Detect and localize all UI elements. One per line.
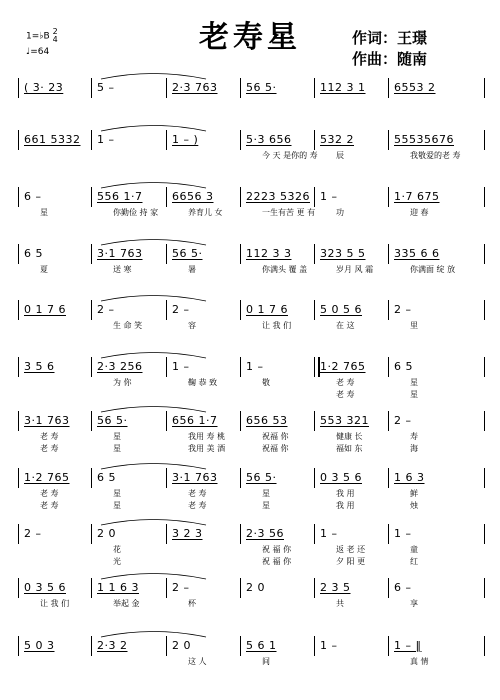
barline [314, 468, 315, 488]
measure: 55535676 [394, 133, 454, 146]
lyric: 老 寿 [336, 378, 355, 387]
lyric: 红 [410, 557, 418, 566]
measure: 0 1 7 6 [246, 303, 288, 316]
lyric: 星 [113, 432, 121, 441]
lyric: 夏 [40, 265, 48, 274]
measure: 5 6 1 [246, 639, 277, 652]
lyric: 光 [113, 557, 121, 566]
lyric: 杯 [188, 599, 196, 608]
barline [240, 300, 241, 320]
lyric: 祝福 你 [262, 432, 289, 441]
barline [91, 187, 92, 207]
note-line [18, 244, 484, 264]
barline [91, 300, 92, 320]
measure: 532 2 [320, 133, 354, 146]
note-line [18, 636, 484, 656]
key-prefix: 1=♭B [26, 31, 50, 42]
measure: 56 5· [246, 471, 277, 484]
lyric-line [18, 320, 484, 332]
slur-marks [18, 236, 484, 246]
barline [91, 244, 92, 264]
measure: 2 – [394, 303, 412, 316]
measure: 0 3 5 6 [320, 471, 362, 484]
lyric: 老 寿 [336, 390, 355, 399]
measure: 1 – [246, 360, 264, 373]
barline [166, 300, 167, 320]
lyric: 福如 东 [336, 444, 363, 453]
lyric: 功 [336, 208, 344, 217]
measure: 2 – [172, 303, 190, 316]
barline [18, 357, 19, 377]
lyricist: 作词：王璟 [352, 29, 428, 47]
lyric: 这 人 [188, 657, 207, 666]
barline [240, 78, 241, 98]
slur-marks [18, 570, 484, 580]
lyric: 迎 春 [410, 208, 429, 217]
measure: 661 5332 [24, 133, 81, 146]
measure: 2·3 2 [97, 639, 128, 652]
measure: 5·3 656 [246, 133, 292, 146]
lyric: 我敬爱的老 寿 [410, 151, 461, 160]
measure: 3 5 6 [24, 360, 55, 373]
barline [240, 357, 241, 377]
barline [91, 468, 92, 488]
barline [484, 300, 485, 320]
barline [314, 636, 315, 656]
lyric: 让 我 们 [262, 321, 292, 330]
measure: 5 0 5 6 [320, 303, 362, 316]
barline [314, 130, 315, 150]
lyric-line [18, 377, 484, 389]
barline [91, 130, 92, 150]
lyric: 敬 [262, 378, 270, 387]
measure: 3·1 763 [172, 471, 218, 484]
barline [166, 78, 167, 98]
measure: 2 0 [97, 527, 116, 540]
measure: 2·3 763 [172, 81, 218, 94]
measure: 2223 5326 [246, 190, 310, 203]
lyric: 星 [410, 390, 418, 399]
lyric: 老 寿 [188, 501, 207, 510]
barline [314, 78, 315, 98]
barline [314, 244, 315, 264]
note-line [18, 578, 484, 598]
barline [240, 468, 241, 488]
lyric: 一生有苦 更 有 [262, 208, 316, 217]
barline [240, 578, 241, 598]
lyric: 花 [113, 545, 121, 554]
lyric: 星 [113, 489, 121, 498]
lyric-line-2 [18, 556, 484, 568]
barline [388, 578, 389, 598]
lyric-line-2 [18, 500, 484, 512]
measure: 6 5 [394, 360, 413, 373]
barline [166, 187, 167, 207]
lyric: 容 [188, 321, 196, 330]
barline [18, 411, 19, 431]
barline [240, 411, 241, 431]
barline [314, 524, 315, 544]
lyric: 岁月 风 霜 [336, 265, 374, 274]
measure: ( 3· 23 [24, 81, 64, 94]
tempo-mark: ♩=64 [26, 47, 50, 57]
measure: 656 1·7 [172, 414, 218, 427]
measure: 2 3 5 [320, 581, 351, 594]
lyric: 鲜 [410, 489, 418, 498]
measure: 6 – [394, 581, 412, 594]
measure: 2·3 56 [246, 527, 284, 540]
lyric: 老 寿 [40, 432, 59, 441]
lyric-line [18, 264, 484, 276]
measure: 2 – [24, 527, 42, 540]
measure: 1 – [394, 527, 412, 540]
lyric-line-2 [18, 443, 484, 455]
barline [388, 524, 389, 544]
lyric: 间 [262, 657, 270, 666]
measure: 656 53 [246, 414, 288, 427]
lyric: 健康 长 [336, 432, 363, 441]
measure: 2·3 256 [97, 360, 143, 373]
barline [166, 636, 167, 656]
note-line [18, 468, 484, 488]
barline [166, 357, 167, 377]
slur-marks [18, 628, 484, 638]
barline [484, 578, 485, 598]
lyric: 返 老 还 [336, 545, 366, 554]
barline [484, 524, 485, 544]
barline [388, 411, 389, 431]
measure: 1 – [320, 527, 338, 540]
note-line [18, 411, 484, 431]
lyric: 我 用 [336, 501, 355, 510]
lyric-line [18, 207, 484, 219]
barline [484, 187, 485, 207]
lyric: 真 情 [410, 657, 429, 666]
lyric: 海 [410, 444, 418, 453]
lyric: 星 [40, 208, 48, 217]
note-line [18, 130, 484, 150]
barline [18, 636, 19, 656]
lyric: 星 [113, 444, 121, 453]
measure: 6656 3 [172, 190, 214, 203]
measure: 1 – [97, 133, 115, 146]
score-system [18, 411, 484, 455]
measure: 1·7 675 [394, 190, 440, 203]
measure: 1 – [320, 639, 338, 652]
lyric-line [18, 598, 484, 610]
lyric: 祝 福 你 [262, 545, 292, 554]
slur-marks [18, 516, 484, 526]
lyric: 今 天 是你的 寿 [262, 151, 318, 160]
lyric: 我 用 [336, 489, 355, 498]
measure: 553 321 [320, 414, 369, 427]
barline [18, 187, 19, 207]
barline [388, 244, 389, 264]
lyric: 里 [410, 321, 418, 330]
lyric: 老 寿 [40, 489, 59, 498]
credits [352, 28, 427, 70]
barline [166, 130, 167, 150]
lyric: 老 寿 [40, 501, 59, 510]
barline [314, 411, 315, 431]
barline [18, 130, 19, 150]
lyric: 祝福 你 [262, 444, 289, 453]
barline [484, 468, 485, 488]
lyric: 童 [410, 545, 418, 554]
lyric: 举起 金 [113, 599, 140, 608]
lyric: 你满头 覆 盖 [262, 265, 308, 274]
lyric: 暑 [188, 265, 196, 274]
measure: 3·1 763 [24, 414, 70, 427]
measure: 1 – ) [172, 133, 199, 146]
score-system [18, 636, 484, 668]
lyric: 我用 寿 桃 [188, 432, 226, 441]
barline [388, 636, 389, 656]
barline [388, 300, 389, 320]
barline [484, 130, 485, 150]
barline [18, 578, 19, 598]
barline [388, 78, 389, 98]
slur-marks [18, 122, 484, 132]
score-system [18, 300, 484, 332]
measure: 1 – [172, 360, 190, 373]
barline [388, 130, 389, 150]
slur-marks [18, 460, 484, 470]
lyric-line [18, 544, 484, 556]
barline [91, 578, 92, 598]
barline [240, 636, 241, 656]
barline [388, 468, 389, 488]
measure: 335 6 6 [394, 247, 440, 260]
barline [388, 357, 389, 377]
barline [240, 187, 241, 207]
lyric: 在 这 [336, 321, 355, 330]
measure: 0 1 7 6 [24, 303, 66, 316]
barline [18, 244, 19, 264]
barline [314, 300, 315, 320]
measure: 1 6 3 [394, 471, 425, 484]
lyric: 辰 [336, 151, 344, 160]
measure: 2 – [172, 581, 190, 594]
slur-marks [18, 292, 484, 302]
lyric: 星 [262, 501, 270, 510]
lyric: 星 [113, 501, 121, 510]
barline [166, 411, 167, 431]
note-line [18, 357, 484, 377]
barline [91, 357, 92, 377]
score-system [18, 78, 484, 98]
measure: 56 5· [97, 414, 128, 427]
score-system [18, 187, 484, 219]
barline [166, 468, 167, 488]
time-top: 2 [52, 27, 58, 36]
barline [484, 411, 485, 431]
barline [166, 244, 167, 264]
lyric: 养育儿 女 [188, 208, 223, 217]
lyric: 共 [336, 599, 344, 608]
measure: 1 – ‖ [394, 639, 422, 652]
measure: 2 0 [246, 581, 265, 594]
time-bottom: 4 [52, 35, 58, 44]
score-system [18, 524, 484, 568]
lyric-line [18, 431, 484, 443]
lyric: 烛 [410, 501, 418, 510]
lyric: 鞠 恭 致 [188, 378, 218, 387]
barline [314, 578, 315, 598]
barline [388, 187, 389, 207]
barline [240, 130, 241, 150]
lyric-line [18, 488, 484, 500]
barline [18, 468, 19, 488]
note-line [18, 187, 484, 207]
measure: 3·1 763 [97, 247, 143, 260]
measure: 1 – [320, 190, 338, 203]
score-system [18, 244, 484, 276]
lyric: 老 寿 [188, 489, 207, 498]
barline [18, 300, 19, 320]
measure: 6 5 [97, 471, 116, 484]
barline [484, 78, 485, 98]
barline [18, 524, 19, 544]
lyric-line [18, 150, 484, 162]
lyric: 老 寿 [40, 444, 59, 453]
barline [91, 78, 92, 98]
measure: 0 3 5 6 [24, 581, 66, 594]
measure: 112 3 1 [320, 81, 366, 94]
lyric: 生 命 笑 [113, 321, 143, 330]
note-line [18, 524, 484, 544]
lyric: 夕 阳 更 [336, 557, 366, 566]
barline [484, 357, 485, 377]
measure: 556 1·7 [97, 190, 143, 203]
measure: 2 0 [172, 639, 191, 652]
barline [91, 636, 92, 656]
barline [18, 78, 19, 98]
score-system [18, 578, 484, 610]
measure: 2 – [394, 414, 412, 427]
lyric: 送 寒 [113, 265, 132, 274]
slur-marks [18, 403, 484, 413]
measure: 1·2 765 [320, 360, 366, 373]
barline [484, 244, 485, 264]
slur-marks [18, 349, 484, 359]
measure: 6 5 [24, 247, 43, 260]
lyric: 星 [262, 489, 270, 498]
measure: 6553 2 [394, 81, 436, 94]
measure: 2 – [97, 303, 115, 316]
lyric: 你勤俭 持 家 [113, 208, 159, 217]
barline [91, 524, 92, 544]
lyric: 让 我 们 [40, 599, 70, 608]
note-line [18, 300, 484, 320]
lyric: 祝 福 你 [262, 557, 292, 566]
slur-marks [18, 179, 484, 189]
barline [166, 578, 167, 598]
score-system [18, 468, 484, 512]
barline [240, 244, 241, 264]
lyric: 星 [410, 378, 418, 387]
measure: 1·2 765 [24, 471, 70, 484]
measure: 56 5· [246, 81, 277, 94]
barline [91, 411, 92, 431]
lyric: 我用 美 酒 [188, 444, 226, 453]
score-system [18, 357, 484, 401]
lyric: 为 你 [113, 378, 132, 387]
measure: 1 1 6 3 [97, 581, 139, 594]
lyric-line-2 [18, 389, 484, 401]
slur-marks [18, 70, 484, 80]
measure: 6 – [24, 190, 42, 203]
barline [166, 524, 167, 544]
barline [240, 524, 241, 544]
barline [484, 636, 485, 656]
measure: 112 3 3 [246, 247, 292, 260]
score-system [18, 130, 484, 162]
measure: 323 5 5 [320, 247, 366, 260]
lyric: 寿 [410, 432, 418, 441]
barline [314, 187, 315, 207]
song-title: 老寿星 [199, 20, 301, 55]
measure: 5 0 3 [24, 639, 55, 652]
lyric: 享 [410, 599, 418, 608]
composer: 作曲：随南 [352, 50, 428, 68]
lyric: 你满面 绽 放 [410, 265, 456, 274]
lyric-line [18, 656, 484, 668]
measure: 56 5· [172, 247, 203, 260]
note-line [18, 78, 484, 98]
measure: 5 – [97, 81, 115, 94]
measure: 3 2 3 [172, 527, 203, 540]
